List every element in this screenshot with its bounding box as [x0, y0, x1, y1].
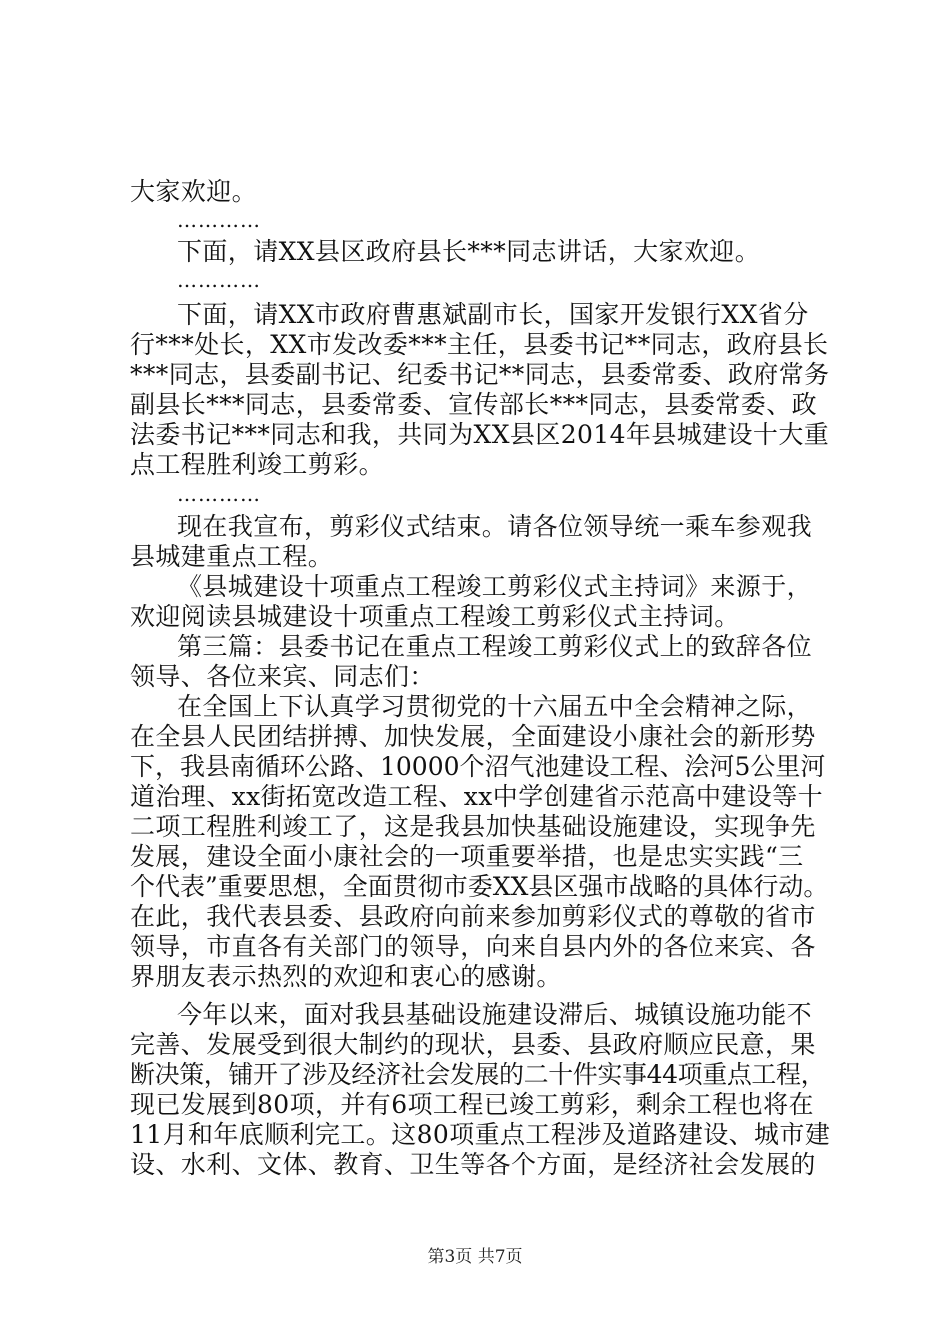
- text-line: 道治理、xx街拓宽改造工程、xx中学创建省示范高中建设等十: [130, 782, 823, 811]
- ellipsis-line: …………: [177, 482, 261, 506]
- text-line: 点工程胜利竣工剪彩。: [130, 450, 385, 479]
- text-line: 在全县人民团结拼搏、加快发展，全面建设小康社会的新形势: [130, 722, 816, 751]
- text-line: 现已发展到80项，并有6项工程已竣工剪彩，剩余工程也将在: [130, 1090, 814, 1119]
- text-line: 界朋友表示热烈的欢迎和衷心的感谢。: [130, 962, 562, 991]
- ellipsis-line: …………: [177, 268, 261, 292]
- text-line: 11月和年底顺利完工。这80项重点工程涉及道路建设、城市建: [130, 1120, 831, 1149]
- text-line: 领导、各位来宾、同志们：: [130, 662, 435, 691]
- text-line: 大家欢迎。: [130, 177, 258, 206]
- text-line: 在此，我代表县委、县政府向前来参加剪彩仪式的尊敬的省市: [130, 902, 816, 931]
- text-line: 领导，市直各有关部门的领导，向来自县内外的各位来宾、各: [130, 932, 816, 961]
- text-line: 发展，建设全面小康社会的一项重要举措，也是忠实实践“三: [130, 842, 804, 871]
- text-line: 第三篇：县委书记在重点工程竣工剪彩仪式上的致辞各位: [177, 632, 813, 661]
- text-line: 法委书记***同志和我，共同为XX县区2014年县城建设十大重: [130, 420, 830, 449]
- ellipsis-line: …………: [177, 208, 261, 232]
- text-line: 今年以来，面对我县基础设施建设滞后、城镇设施功能不: [177, 1000, 813, 1029]
- text-line: 在全国上下认真学习贯彻党的十六届五中全会精神之际，: [177, 692, 813, 721]
- text-line: 二项工程胜利竣工了，这是我县加快基础设施建设，实现争先: [130, 812, 816, 841]
- text-line: 下面，请XX市政府曹惠斌副市长，国家开发银行XX省分: [177, 300, 809, 329]
- text-line: 《县城建设十项重点工程竣工剪彩仪式主持词》来源于，: [177, 572, 813, 601]
- text-line: 设、水利、文体、教育、卫生等各个方面，是经济社会发展的: [130, 1150, 816, 1179]
- text-line: 个代表”重要思想，全面贯彻市委XX县区强市战略的具体行动。: [130, 872, 829, 901]
- text-line: 现在我宣布，剪彩仪式结束。请各位领导统一乘车参观我: [177, 512, 813, 541]
- text-line: 副县长***同志，县委常委、宣传部长***同志，县委常委、政: [130, 390, 818, 419]
- text-line: 县城建重点工程。: [130, 542, 334, 571]
- text-line: 断决策，铺开了涉及经济社会发展的二十件实事44项重点工程，: [130, 1060, 826, 1089]
- text-line: ***同志，县委副书记、纪委书记**同志，县委常委、政府常务: [130, 360, 830, 389]
- text-line: 行***处长，XX市发改委***主任，县委书记**同志，政府县长: [130, 330, 829, 359]
- text-line: 完善、发展受到很大制约的现状，县委、县政府顺应民意，果: [130, 1030, 816, 1059]
- text-line: 下面，请XX县区政府县长***同志讲话，大家欢迎。: [177, 237, 761, 266]
- page-number: 第3页 共7页: [427, 1247, 523, 1267]
- text-line: 欢迎阅读县城建设十项重点工程竣工剪彩仪式主持词。: [130, 602, 740, 631]
- text-line: 下，我县南循环公路、10000个沼气池建设工程、浍河5公里河: [130, 752, 826, 781]
